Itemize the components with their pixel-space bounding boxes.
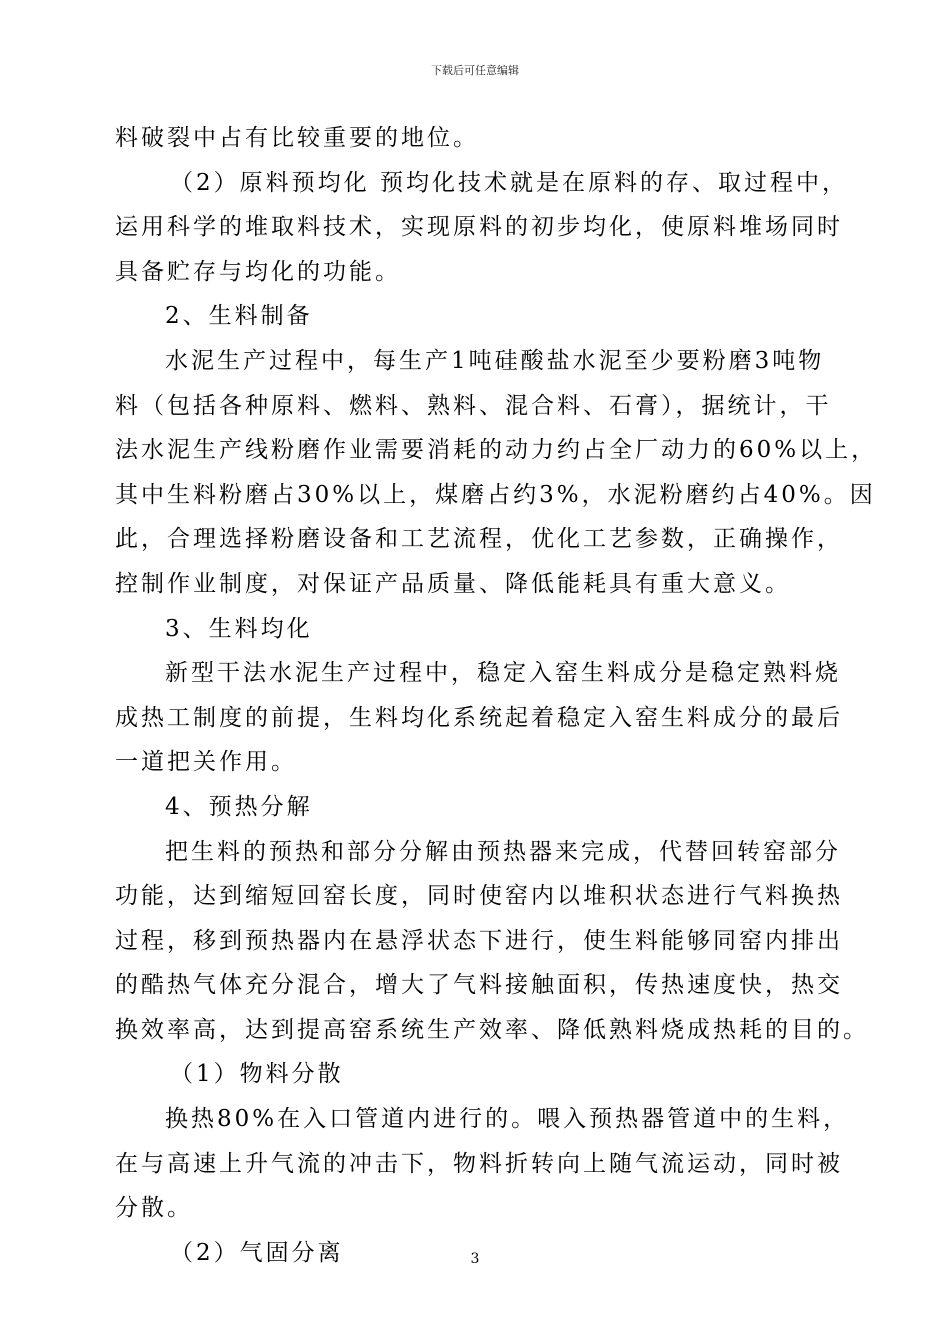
text-line: 分散。 <box>115 1195 193 1222</box>
subsection-heading: （2）气固分离 <box>170 1239 344 1266</box>
text-line: 成热工制度的前提，生料均化系统起着稳定入窑生料成分的最后 <box>115 704 843 731</box>
text-line: 过程，移到预热器内在悬浮状态下进行，使生料能够同窑内排出 <box>115 927 843 954</box>
section-heading: 3、生料均化 <box>165 615 313 642</box>
text-line: 水泥生产过程中，每生产1吨硅酸盐水泥至少要粉磨3吨物 <box>165 347 825 374</box>
text-line: 料（包括各种原料、燃料、熟料、混合料、石膏），据统计，干 <box>115 392 832 419</box>
text-line: 在与高速上升气流的冲击下，物料折转向上随气流运动，同时被 <box>115 1150 843 1177</box>
subsection-heading: （1）物料分散 <box>170 1061 344 1088</box>
text-line: 一道把关作用。 <box>115 749 297 776</box>
text-line: 法水泥生产线粉磨作业需要消耗的动力约占全厂动力的60%以上， <box>115 437 878 464</box>
text-line: 换效率高，达到提高窑系统生产效率、降低熟料烧成热耗的目的。 <box>115 1016 869 1043</box>
text-line: 控制作业制度，对保证产品质量、降低能耗具有重大意义。 <box>115 570 791 597</box>
text-line: 新型干法水泥生产过程中，稳定入窑生料成分是稳定熟料烧 <box>165 660 841 687</box>
text-line: 的酷热气体充分混合，增大了气料接触面积，传热速度快，热交 <box>115 972 843 999</box>
text-line: 此，合理选择粉磨设备和工艺流程，优化工艺参数，正确操作， <box>115 526 843 553</box>
text-line: （2）原料预均化 预均化技术就是在原料的存、取过程中， <box>170 169 848 196</box>
text-line: 功能，达到缩短回窑长度，同时使窑内以堆积状态进行气料换热 <box>115 883 843 910</box>
section-heading: 4、预热分解 <box>165 793 313 820</box>
document-body <box>115 116 878 1275</box>
text-line: 其中生料粉磨占30%以上，煤磨占约3%，水泥粉磨约占40%。因 <box>115 481 876 508</box>
text-line: 运用科学的堆取料技术，实现原料的初步均化，使原料堆场同时 <box>115 214 843 241</box>
text-line: 把生料的预热和部分分解由预热器来完成，代替回转窑部分 <box>165 838 841 865</box>
text-line: 料破裂中占有比较重要的地位。 <box>115 125 479 151</box>
text-line: 具备贮存与均化的功能。 <box>115 258 401 285</box>
page-header-note: 下载后可任意编辑 <box>431 64 519 77</box>
section-heading: 2、生料制备 <box>165 303 313 330</box>
text-line: 换热80%在入口管道内进行的。喂入预热器管道中的生料， <box>165 1106 850 1133</box>
page-number: 3 <box>470 1251 480 1267</box>
